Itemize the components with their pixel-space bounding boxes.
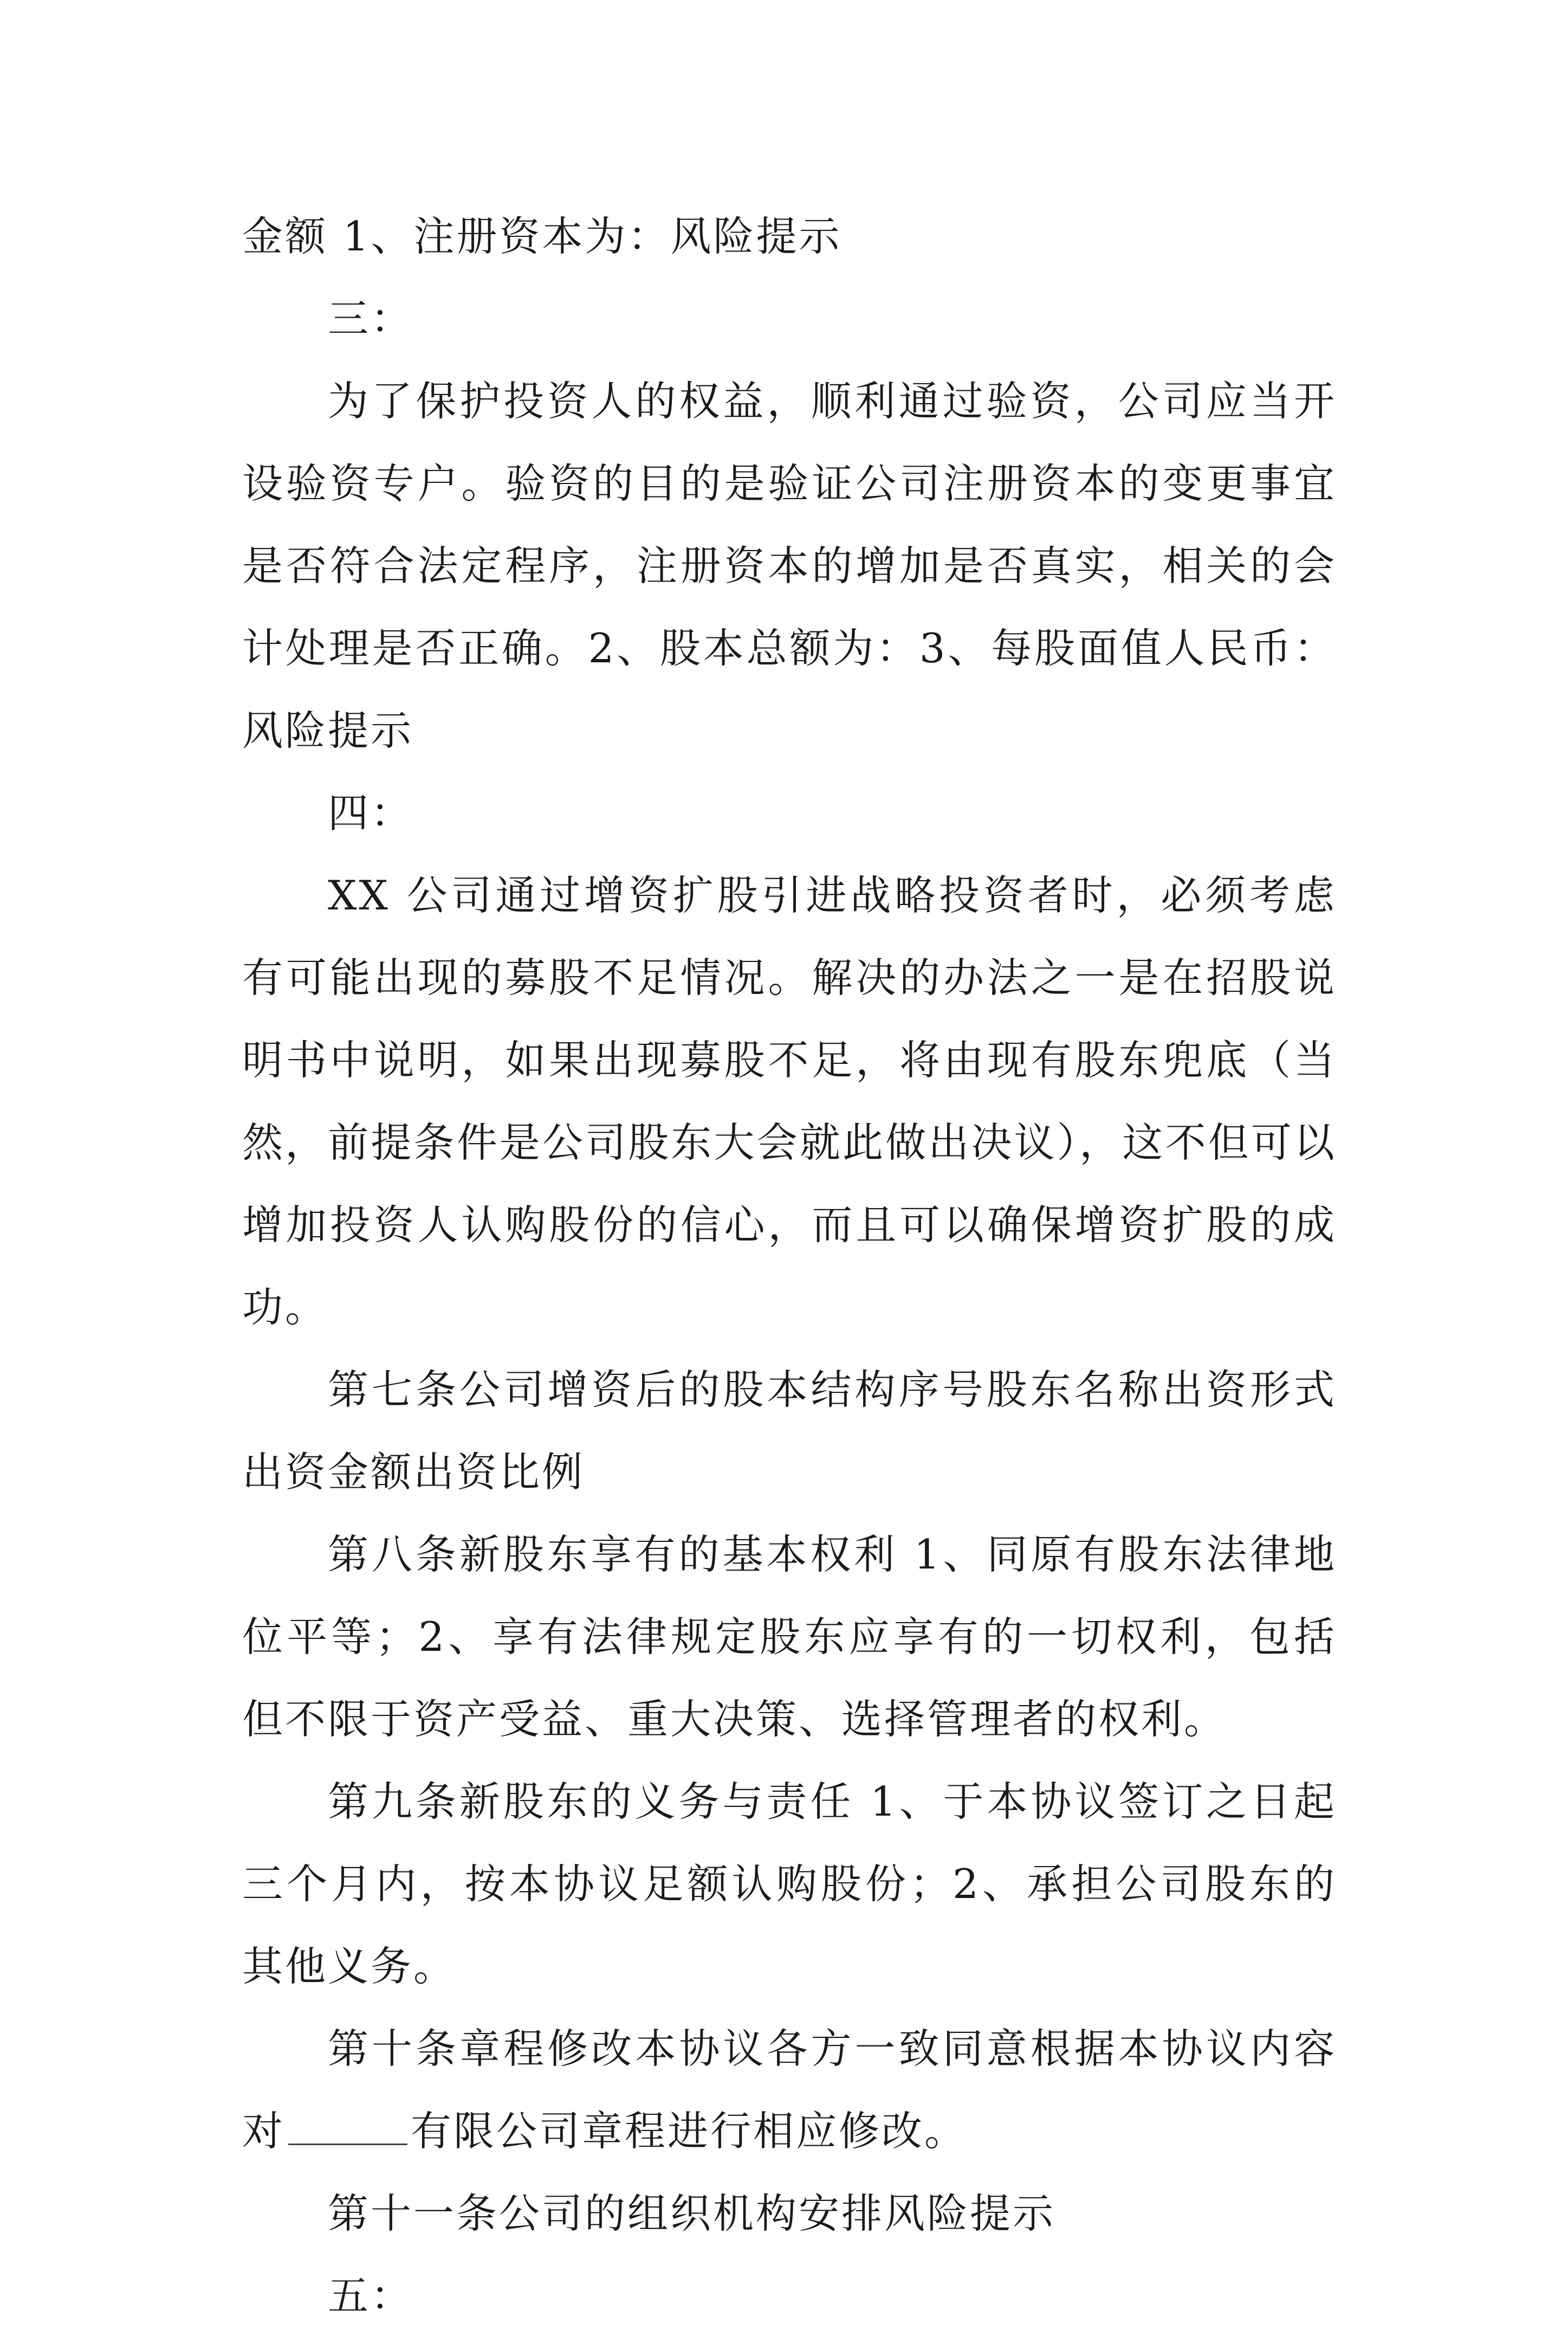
article-10-text: 第十条章程修改本协议各方一致同意根据本协议内容对 [242,2025,1337,2155]
paragraph: 金额 1、注册资本为：风险提示 [242,212,842,260]
section-heading: 五： [328,2272,414,2320]
section-heading: 四： [328,789,414,837]
document-body [242,195,1337,2337]
article-9: 第九条新股东的义务与责任 1、于本协议签订之日起三个月内，按本协议足额认购股份；2、承担公司股东的其他义务。 [242,1778,1337,1990]
paragraph: 为了保护投资人的权益，顺利通过验资，公司应当开设验资专户。验资的目的是验证公司注册资本的变更事宜是否符合法定程序，注册资本的增加是否真实，相关的会计处理是否正确。2、股本总额为：3、每股面值人民币：风险提示 [242,377,1337,754]
paragraph: XX 公司通过增资扩股引进战略投资者时，必须考虑有可能出现的募股不足情况。解决的办法之一是在招股说明书中说明，如果出现募股不足，将由现有股东兜底（当然，前提条件是公司股东大会就此做出决议），这不但可以增加投资人认购股份的信心，而且可以确保增资扩股的成功。 [242,871,1337,1331]
section-heading: 三： [328,295,414,343]
article-8: 第八条新股东享有的基本权利 1、同原有股东法律地位平等；2、享有法律规定股东应享有的一切权利，包括但不限于资产受益、重大决策、选择管理者的权利。 [242,1531,1337,1743]
company-name-blank [288,2111,407,2145]
article-10 [242,2007,1337,2172]
article-7: 第七条公司增资后的股本结构序号股东名称出资形式出资金额出资比例 [242,1366,1337,1496]
article-10-text-cont: 有限公司章程进行相应修改。 [411,2107,968,2155]
article-11: 第十一条公司的组织机构安排风险提示 [328,2190,1056,2237]
